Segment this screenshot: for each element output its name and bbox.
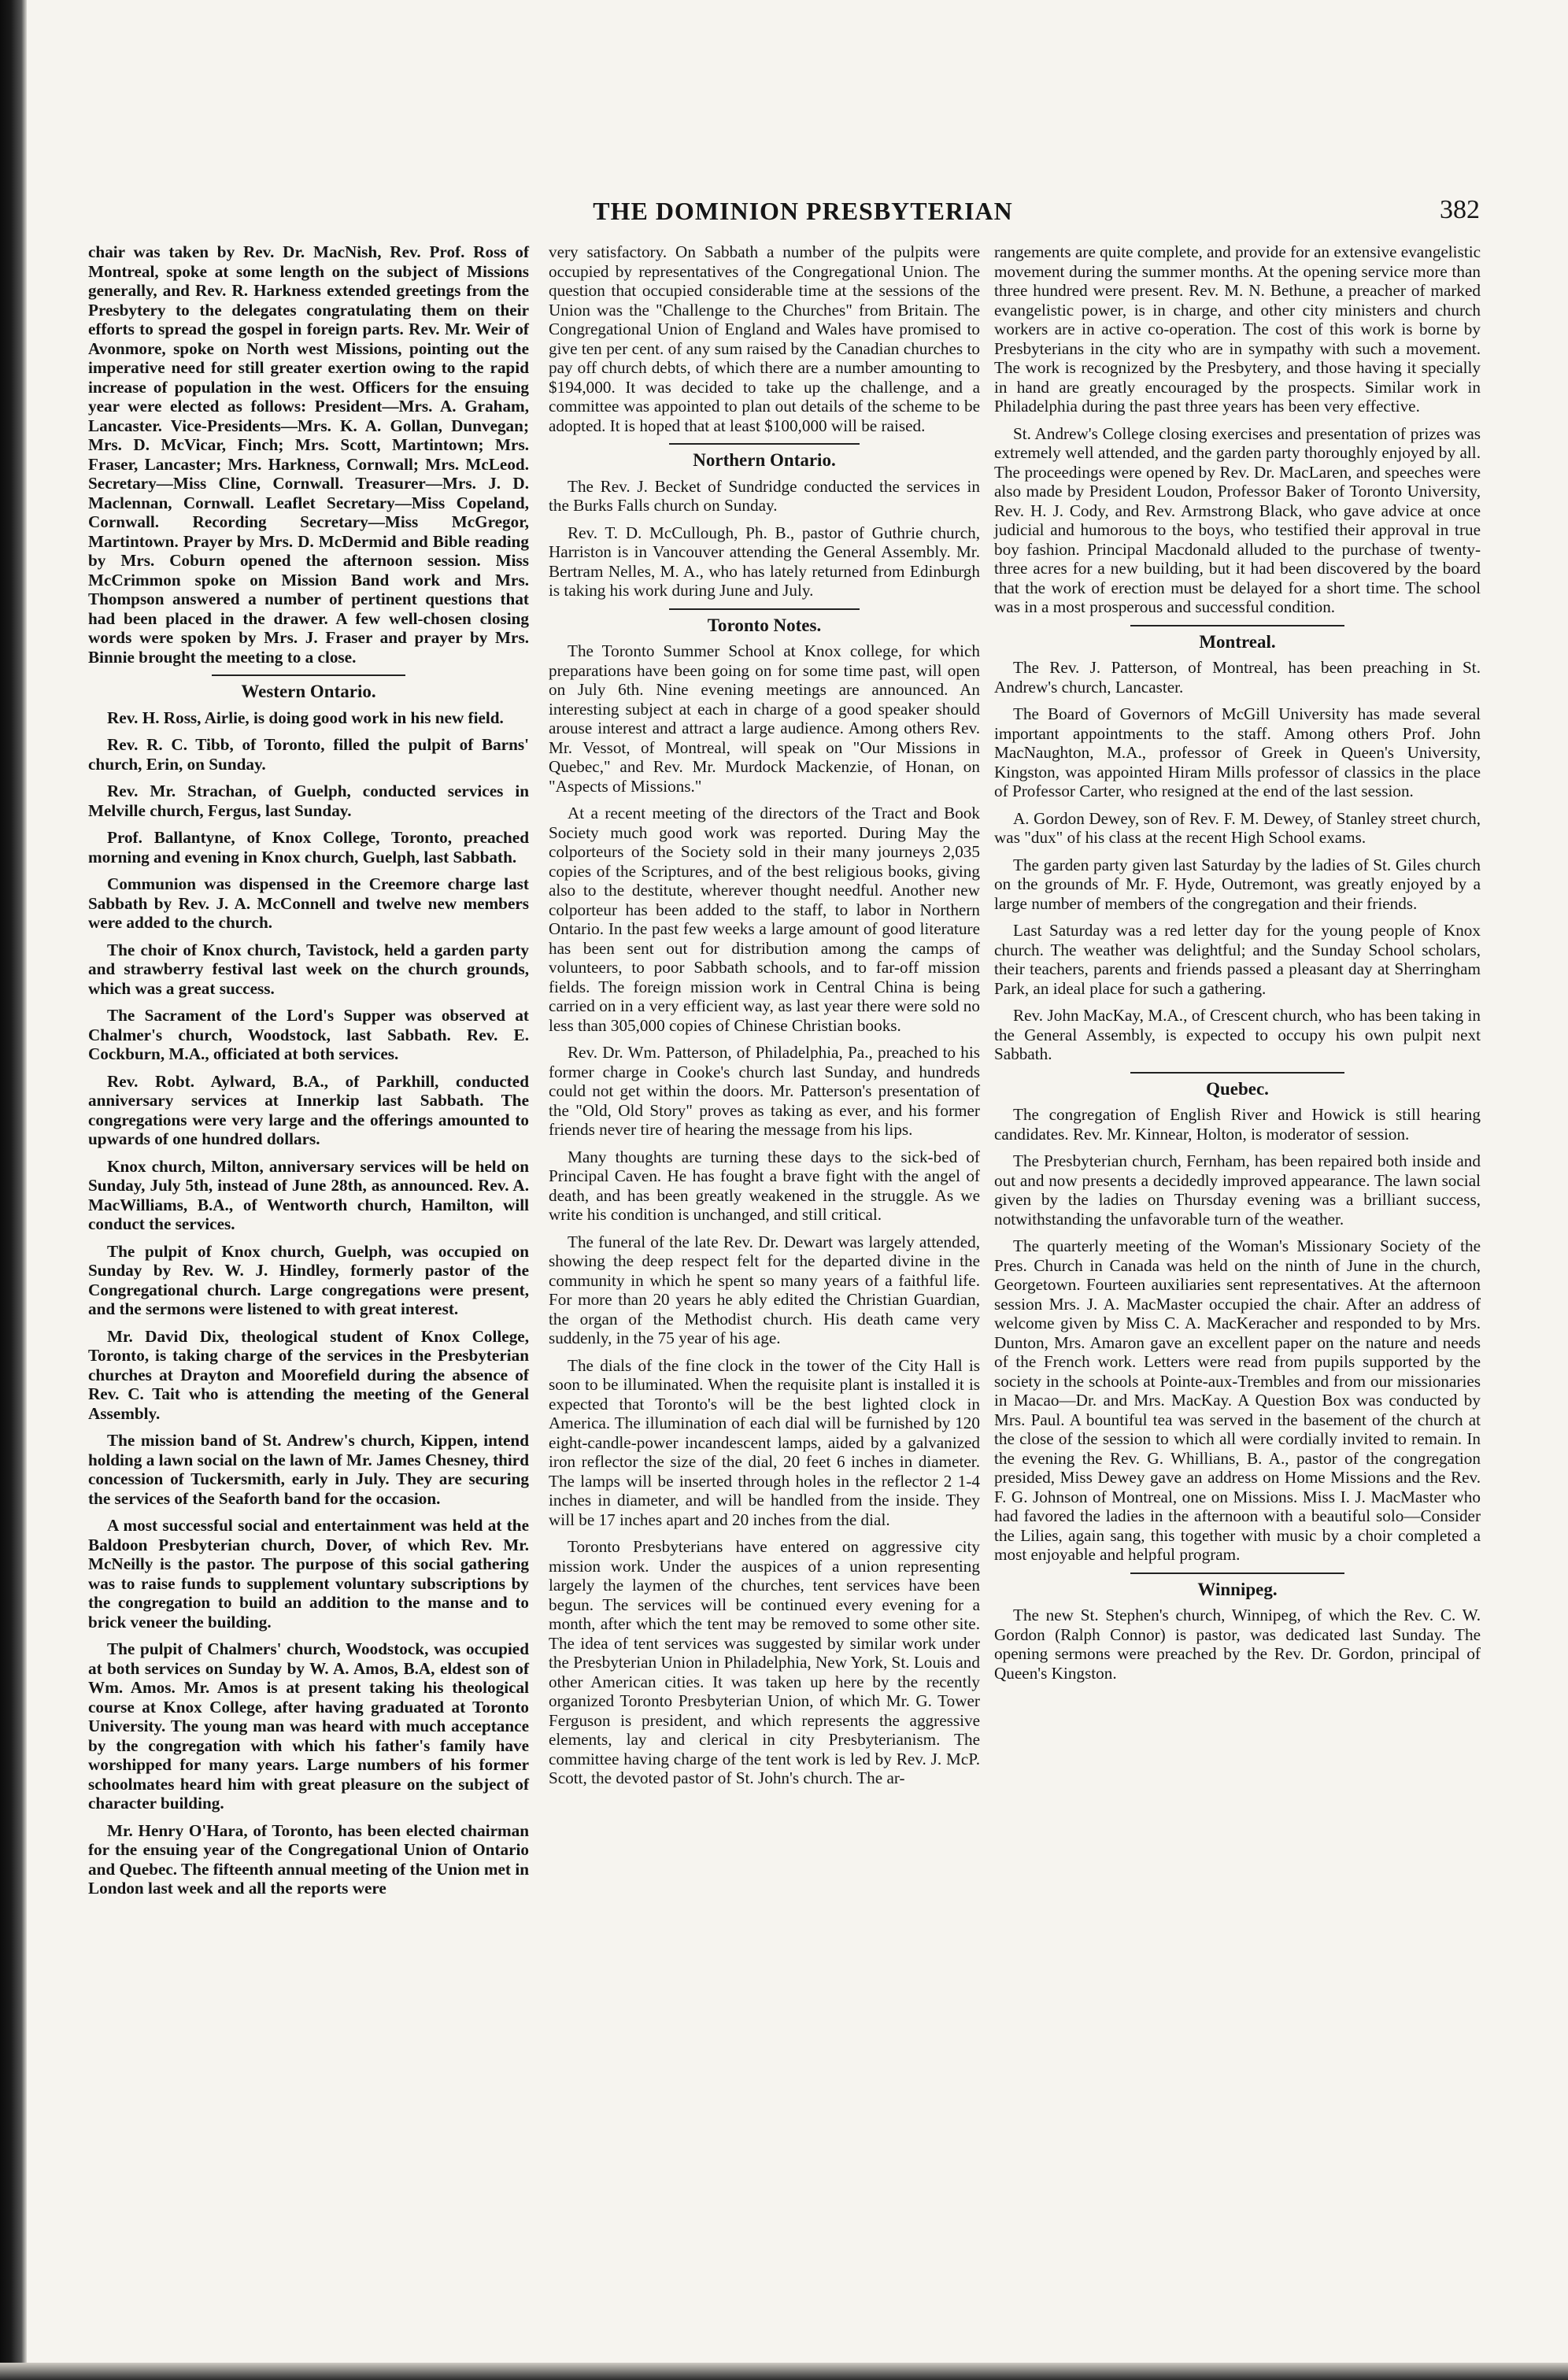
article-paragraph: Mr. David Dix, theological student of Knox College, Toronto, is taking charge of the services in the Presbyterian churches at Drayton and Moorefield during the absence of Rev. C. Tait who is attending the meeting of the General Assembly. bbox=[88, 1326, 529, 1423]
article-paragraph: The pulpit of Knox church, Guelph, was occupied on Sunday by Rev. W. J. Hindley, formerly pastor of the Congregational church. Large congregations were present, and the sermons were listened to with great interest. bbox=[88, 1241, 529, 1318]
article-paragraph: The Sacrament of the Lord's Supper was observed at Chalmer's church, Woodstock, last Sabbath. Rev. E. Cockburn, M.A., officiated at both services. bbox=[88, 1006, 529, 1063]
article-paragraph: The funeral of the late Rev. Dr. Dewart was largely attended, showing the deep respect felt for the departed divine in the community in which he spent so many years of a faithful life. For more than 20 years he ably edited the Christian Guardian, the organ of the Methodist church. His death came very suddenly, in the 75 year of his age. bbox=[549, 1232, 980, 1347]
section-heading: Western Ontario. bbox=[241, 682, 376, 701]
section-heading: Montreal. bbox=[1199, 631, 1276, 652]
section-heading: Northern Ontario. bbox=[693, 450, 836, 470]
article-paragraph: The mission band of St. Andrew's church, Kippen, intend holding a lawn social on the lawn of Mr. James Chesney, third concession of Tuckersmith, early in July. They are securing the services of the Seaforth band for the occasion. bbox=[88, 1431, 529, 1508]
article-paragraph: Last Saturday was a red letter day for the young people of Knox church. The weather was delightful; and the Sunday School scholars, their teachers, parents and friends passed a pleasant day at Sherringham Park, an ideal place for such a gathering. bbox=[994, 921, 1481, 998]
article-paragraph: The congregation of English River and Howick is still hearing candidates. Rev. Mr. Kinnear, Holton, is moderator of session. bbox=[994, 1105, 1481, 1144]
section-divider bbox=[1130, 1072, 1344, 1074]
article-paragraph: Rev. Dr. Wm. Patterson, of Philadelphia, Pa., preached to his former charge in Cooke's church last Sunday, and hundreds could not get within the doors. Mr. Patterson's presentation of the "Old, Old Story" proves as taking as ever, and his former friends never tire of hearing the message from his lips. bbox=[549, 1043, 980, 1139]
article-paragraph: The new St. Stephen's church, Winnipeg, of which the Rev. C. W. Gordon (Ralph Connor) is pastor, was dedicated last Sunday. The opening sermons were preached by the Rev. Dr. Gordon, principal of Queen's Kingston. bbox=[994, 1606, 1481, 1683]
article-paragraph: The dials of the fine clock in the tower of the City Hall is soon to be illuminated. When the requisite plant is installed it is expected that Toronto's will be the best lighted clock in America. The illumination of each dial will be furnished by 120 eight-candle-power incandescent lamps, aided by a galvanized iron reflector the size of the dial, 20 feet 6 inches in diameter. The lamps will be inserted through holes in the reflector 2 1-4 inches in diameter, and will be handled from the inside. They will be 17 inches apart and 20 inches from the dial. bbox=[549, 1355, 980, 1529]
article-paragraph: Many thoughts are turning these days to the sick-bed of Principal Caven. He has fought a brave fight with the angel of death, and has been greatly weakened in the struggle. As we write his condition is unchanged, and still critical. bbox=[549, 1147, 980, 1224]
article-paragraph: Rev. Mr. Strachan, of Guelph, conducted services in Melville church, Fergus, last Sunday. bbox=[88, 782, 529, 820]
section-heading: Winnipeg. bbox=[1197, 1579, 1278, 1599]
article-paragraph: very satisfactory. On Sabbath a number of the pulpits were occupied by representatives of the Congregational Union. The question that occupied considerable time at the sessions of the Union was the "Challenge to the Churches" from Britain. The Congregational Union of England and Wales have promised to give ten per cent. of any sum raised by the Canadian churches to pay off church debts, of which there are a number amounting to $194,000. It was decided to take up the challenge, and a committee was appointed to plan out details of the scheme to be adopted. It is hoped that at least $100,000 will be raised. bbox=[549, 242, 980, 435]
article-paragraph: Prof. Ballantyne, of Knox College, Toronto, preached morning and evening in Knox church, Guelph, last Sabbath. bbox=[88, 828, 529, 867]
section-heading: Quebec. bbox=[1206, 1078, 1269, 1099]
article-paragraph: A. Gordon Dewey, son of Rev. F. M. Dewey, of Stanley street church, was "dux" of his class at the recent High School exams. bbox=[994, 808, 1481, 847]
article-paragraph: Rev. T. D. McCullough, Ph. B., pastor of Guthrie church, Harriston is in Vancouver attending the General Assembly. Mr. Bertram Nelles, M. A., who has lately returned from Edinburgh is taking his work during June and July. bbox=[549, 523, 980, 600]
article-paragraph: The Rev. J. Patterson, of Montreal, has been preaching in St. Andrew's church, Lancaster. bbox=[994, 658, 1481, 697]
column-right bbox=[994, 242, 1481, 1691]
article-paragraph: The Presbyterian church, Fernham, has been repaired both inside and out and now presents a decidedly improved appearance. The lawn social given by the ladies on Thursday evening was a brilliant success, notwithstanding the unfavorable turn of the weather. bbox=[994, 1151, 1481, 1229]
section-divider bbox=[212, 674, 405, 676]
section-divider bbox=[669, 608, 859, 610]
article-paragraph: Rev. John MacKay, M.A., of Crescent church, who has been taking in the General Assembly, is expected to occupy his own pulpit next Sabbath. bbox=[994, 1006, 1481, 1063]
section-divider bbox=[669, 443, 859, 445]
article-paragraph: Mr. Henry O'Hara, of Toronto, has been elected chairman for the ensuing year of the Congregational Union of Ontario and Quebec. The fifteenth annual meeting of the Union met in London last week and all the reports were bbox=[88, 1820, 529, 1898]
article-paragraph: The garden party given last Saturday by the ladies of St. Giles church on the grounds of Mr. F. Hyde, Outremont, was greatly enjoyed by a large number of members of the congregation and their friends. bbox=[994, 855, 1481, 913]
scan-bottom-edge bbox=[0, 2363, 1568, 2380]
article-paragraph: Communion was dispensed in the Creemore charge last Sabbath by Rev. J. A. McConnell and twelve new members were added to the church. bbox=[88, 874, 529, 932]
article-paragraph: Rev. Robt. Aylward, B.A., of Parkhill, conducted anniversary services at Innerkip last Sabbath. The congregations were very large and the offerings amounted to upwards of one hundred dollars. bbox=[88, 1071, 529, 1148]
article-paragraph: chair was taken by Rev. Dr. MacNish, Rev. Prof. Ross of Montreal, spoke at some length on the subject of Missions generally, and Rev. R. Harkness extended greetings from the Presbytery to the delegates congratulating them on their efforts to spread the gospel in foreign parts. Rev. Mr. Weir of Avonmore, spoke on North west Missions, pointing out the imperative need for still greater exertion owing to the rapid increase of population in the west. Officers for the ensuing year were elected as follows: President—Mrs. A. Graham, Lancaster. Vice-Presidents—Mrs. K. A. Gollan, Dunvegan; Mrs. D. McVicar, Finch; Mrs. Scott, Martintown; Mrs. Fraser, Lancaster; Mrs. Harkness, Cornwall; Mrs. McLeod. Secretary—Miss Cline, Cornwall. Treasurer—Mrs. J. D. Maclennan, Cornwall. Leaflet Secretary—Miss Copeland, Cornwall. Recording Secretary—Miss McGregor, Martintown. Prayer by Mrs. D. McDermid and Bible reading by Mrs. Coburn opened the afternoon session. Miss McCrimmon spoke on Mission Band work and Mrs. Thompson answered a number of pertinent questions that had been placed in the drawer. A few well-chosen closing words were spoken by Mrs. J. Fraser and prayer by Mrs. Binnie brought the meeting to a close. bbox=[88, 242, 529, 667]
page-number: 382 bbox=[1440, 195, 1480, 224]
page-header bbox=[94, 197, 1511, 236]
column-middle bbox=[549, 242, 980, 1796]
article-paragraph: Toronto Presbyterians have entered on aggressive city mission work. Under the auspices of a union representing largely the laymen of the churches, tent services have been begun. The services will be continued every evening for a month, after which the tent may be removed to some other site. The idea of tent services was suggested by similar work under the Presbyterian Union in Philadelphia, New York, St. Louis and other American cities. It was taken up here by the recently organized Toronto Presbyterian Union, of which Mr. G. Tower Ferguson is president, and which represents the aggressive elements, lay and clerical in city Presbyterianism. The committee having charge of the tent work is led by Rev. J. McP. Scott, the devoted pastor of St. John's church. The ar- bbox=[549, 1537, 980, 1787]
section-divider bbox=[1130, 625, 1344, 626]
article-paragraph: rangements are quite complete, and provide for an extensive evangelistic movement during the summer months. At the opening service more than three hundred were present. Rev. M. N. Bethune, a preacher of marked evangelistic power, is in charge, and other city ministers and church workers are in active co-operation. The cost of this work is borne by Presbyterians in the city who are in sympathy with such a movement. The work is recognized by the Presbytery, and those having it specially in hand are greatly encouraged by the prospects. Similar work in Philadelphia during the past three years has been very effective. bbox=[994, 242, 1481, 416]
article-paragraph: St. Andrew's College closing exercises and presentation of prizes was extremely well attended, and the garden party thoroughly enjoyed by all. The proceedings were opened by Rev. Dr. MacLaren, and speeches were also made by President Loudon, Professor Baker of Toronto University, Rev. H. J. Cody, and Rev. Armstrong Black, who gave advice at once judicial and humorous to the boys, who testified their approval in true boy fashion. Principal Macdonald alluded to the purchase of twenty-three acres for a new building, but it had been discovered by the board that the work of erection must be delayed for a short time. The school was in a most prosperous and successful condition. bbox=[994, 423, 1481, 616]
section-heading: Toronto Notes. bbox=[707, 615, 822, 635]
article-paragraph: The choir of Knox church, Tavistock, held a garden party and strawberry festival last week on the church grounds, which was a great success. bbox=[88, 940, 529, 998]
article-paragraph: The Rev. J. Becket of Sundridge conducted the services in the Burks Falls church on Sunday. bbox=[549, 476, 980, 515]
scan-binding-edge bbox=[0, 0, 27, 2380]
article-paragraph: Knox church, Milton, anniversary services will be held on Sunday, July 5th, instead of June 28th, as announced. Rev. A. MacWilliams, B.A., of Wentworth church, Hamilton, will conduct the services. bbox=[88, 1156, 529, 1233]
article-paragraph: The pulpit of Chalmers' church, Woodstock, was occupied at both services on Sunday by W. A. Amos, B.A, eldest son of Wm. Amos. Mr. Amos is at present taking his theological course at Knox College, after having graduated at Toronto University. The young man was heard with much acceptance by the congregation with which his father's family have worshipped for many years. Large numbers of his former schoolmates heard him with great pleasure on the subject of character building. bbox=[88, 1639, 529, 1813]
column-left bbox=[88, 242, 529, 1906]
article-paragraph: Rev. H. Ross, Airlie, is doing good work in his new field. bbox=[107, 708, 504, 727]
section-divider bbox=[1130, 1572, 1344, 1574]
article-paragraph: The Board of Governors of McGill University has made several important appointments to the staff. Among others Prof. John MacNaughton, M.A., professor of Greek in Queen's University, Kingston, was appointed Hiram Mills professor of classics in the place of Professor Carter, who resigned at the end of the last session. bbox=[994, 704, 1481, 800]
page-title: THE DOMINION PRESBYTERIAN bbox=[593, 197, 1013, 225]
article-paragraph: The Toronto Summer School at Knox college, for which preparations have been going on for some time past, will open on July 6th. Nine evening meetings are announced. An interesting subject at each in charge of a good speaker should arouse interest and attract a large audience. Among others Rev. Mr. Vessot, of Montreal, will speak on "Our Missions in Quebec," and Rev. Mr. Murdock Mackenzie, of Honan, on "Aspects of Missions." bbox=[549, 641, 980, 796]
article-paragraph: A most successful social and entertainment was held at the Baldoon Presbyterian church, Dover, of which Rev. Mr. McNeilly is the pastor. The purpose of this social gathering was to raise funds to supplement voluntary subscriptions by the congregation to build an addition to the manse and to brick veneer the building. bbox=[88, 1516, 529, 1632]
article-paragraph: Rev. R. C. Tibb, of Toronto, filled the pulpit of Barns' church, Erin, on Sunday. bbox=[88, 735, 529, 774]
article-paragraph: At a recent meeting of the directors of the Tract and Book Society much good work was reported. During May the colporteurs of the Society sold in their many journeys 2,035 copies of the Scriptures, and of the best religious books, giving also to the destitute, wherever thought needful. Another new colporteur has been added to the staff, to labor in Northern Ontario. In the past few weeks a large amount of good literature has been sent out for distribution among the camps of volunteers, to poor Sabbath schools, and to far-off mission fields. The foreign mission work in Central China is being carried on in a very efficient way, as last year there were sold no less than 305,000 copies of Chinese Christian books. bbox=[549, 804, 980, 1035]
article-paragraph: The quarterly meeting of the Woman's Missionary Society of the Pres. Church in Canada was held on the ninth of June in the church, Georgetown. Fourteen auxiliaries sent representatives. At the afternoon session Mrs. J. A. MacMaster occupied the chair. After an address of welcome given by Miss C. A. MacKeracher and responded to by Mrs. Dunton, Mrs. Amaron gave an excellent paper on the nature and needs of the French work. Letters were read from pupils supported by the society in the schools at Pointe-aux-Trembles and from our missionaries in Macao—Dr. and Mrs. MacKay. A Question Box was conducted by Mrs. Paul. A bountiful tea was served in the basement of the church at the close of the session to which all were cordially invited to remain. In the evening the Rev. G. Whillians, B. A., pastor of the congregation presided, Miss Dewey gave an address on Home Missions and the Rev. F. G. Johnson of Montreal, one on Missions. Miss I. J. MacMaster who had favored the ladies in the afternoon with a beautiful solo—Consider the Lilies, again sang, this together with music by a choir completed a most enjoyable and helpful program. bbox=[994, 1236, 1481, 1564]
